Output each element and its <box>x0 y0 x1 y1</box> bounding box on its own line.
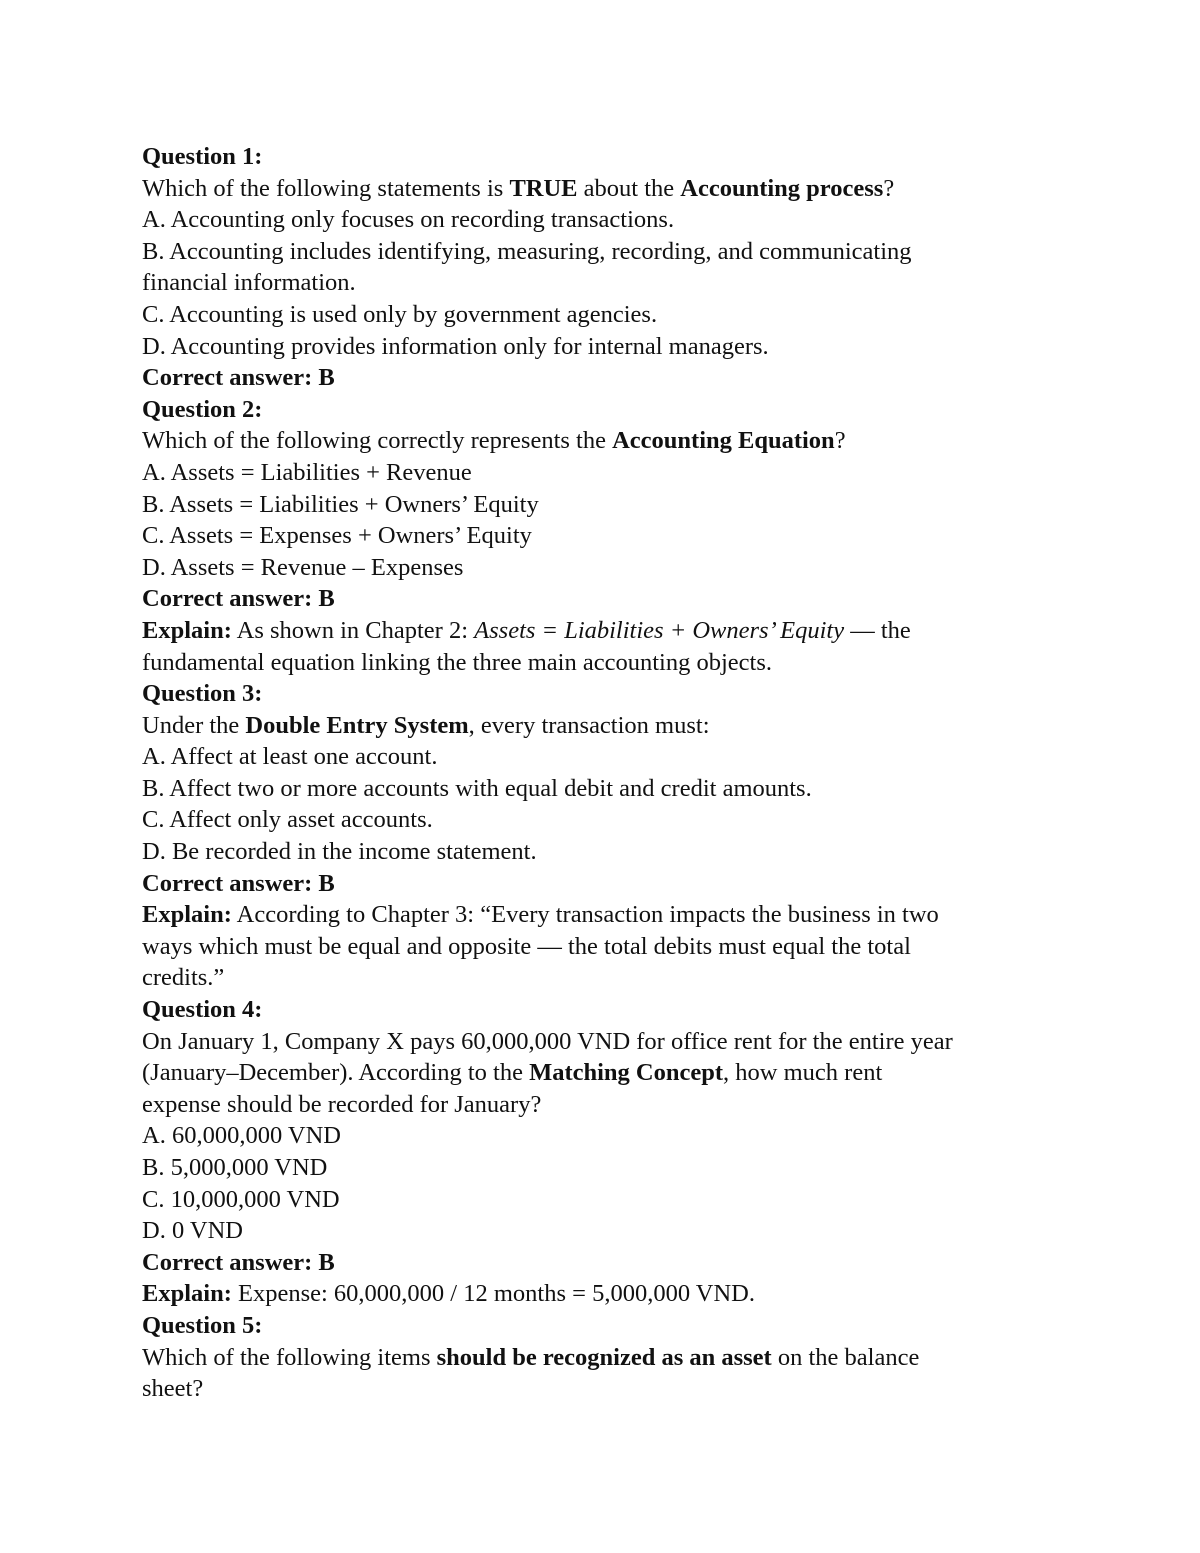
question-4-option-d: D. 0 VND <box>142 1217 243 1245</box>
question-2-option-b: B. Assets = Liabilities + Owners’ Equity <box>142 490 539 518</box>
question-1-option-d: D. Accounting provides information only for internal managers. <box>142 332 769 360</box>
question-1-option-b-line-2: financial information. <box>142 269 356 297</box>
question-2-stem: Which of the following correctly represents the Accounting Equation? <box>142 427 846 455</box>
question-3-option-b: B. Affect two or more accounts with equal debit and credit amounts. <box>142 774 812 802</box>
question-4-title: Question 4: <box>142 996 263 1024</box>
accounting-equation-formula: Assets = Liabilities + Owners’ Equity <box>474 616 845 644</box>
question-3-option-a: A. Affect at least one account. <box>142 743 438 771</box>
question-1-option-c: C. Accounting is used only by government agencies. <box>142 300 658 328</box>
question-2-answer: Correct answer: B <box>142 585 335 613</box>
question-4-explain: Explain: Expense: 60,000,000 / 12 months = 5,000,000 VND. <box>142 1280 755 1308</box>
question-1-option-b-line-1: B. Accounting includes identifying, measuring, recording, and communicating <box>142 237 912 265</box>
question-4-option-b: B. 5,000,000 VND <box>142 1154 328 1181</box>
question-4-stem-line-3: expense should be recorded for January? <box>142 1090 542 1118</box>
question-5-stem: Which of the following items should be recognized as an asset on the balance <box>142 1343 920 1371</box>
question-1-answer: Correct answer: B <box>142 364 335 392</box>
question-3-stem: Under the Double Entry System, every transaction must: <box>142 711 710 739</box>
question-1-title: Question 1: <box>142 143 263 170</box>
question-3-explain-line-3: credits.” <box>142 964 225 992</box>
document-page <box>142 141 1072 1405</box>
question-3-option-d: D. Be recorded in the income statement. <box>142 838 537 866</box>
question-3-explain-line-2: ways which must be equal and opposite — the total debits must equal the total <box>142 932 911 960</box>
question-2-title: Question 2: <box>142 395 263 423</box>
question-2-explain: Explain: As shown in Chapter 2: Assets = Liabilities + Owners’ Equity — the <box>142 616 911 644</box>
question-4-option-c: C. 10,000,000 VND <box>142 1185 340 1213</box>
question-3-explain: Explain: According to Chapter 3: “Every transaction impacts the business in two <box>142 901 939 929</box>
question-3-option-c: C. Affect only asset accounts. <box>142 806 433 834</box>
question-3-answer: Correct answer: B <box>142 869 335 897</box>
question-3-title: Question 3: <box>142 680 263 708</box>
question-4-stem-line-2: (January–December). According to the Matching Concept, how much rent <box>142 1059 883 1087</box>
question-4-stem-line-1: On January 1, Company X pays 60,000,000 VND for office rent for the entire year <box>142 1027 953 1055</box>
question-2-option-a: A. Assets = Liabilities + Revenue <box>142 458 472 486</box>
question-2-option-c: C. Assets = Expenses + Owners’ Equity <box>142 522 532 550</box>
question-4-option-a: A. 60,000,000 VND <box>142 1122 341 1150</box>
question-4-answer: Correct answer: B <box>142 1248 335 1276</box>
question-5-title: Question 5: <box>142 1311 263 1339</box>
question-5-stem-line-2: sheet? <box>142 1375 204 1403</box>
question-2-explain-line-2: fundamental equation linking the three main accounting objects. <box>142 648 773 676</box>
question-1-option-a: A. Accounting only focuses on recording transactions. <box>142 206 675 234</box>
question-1-stem: Which of the following statements is TRUE about the Accounting process? <box>142 174 895 202</box>
question-2-option-d: D. Assets = Revenue – Expenses <box>142 553 464 581</box>
